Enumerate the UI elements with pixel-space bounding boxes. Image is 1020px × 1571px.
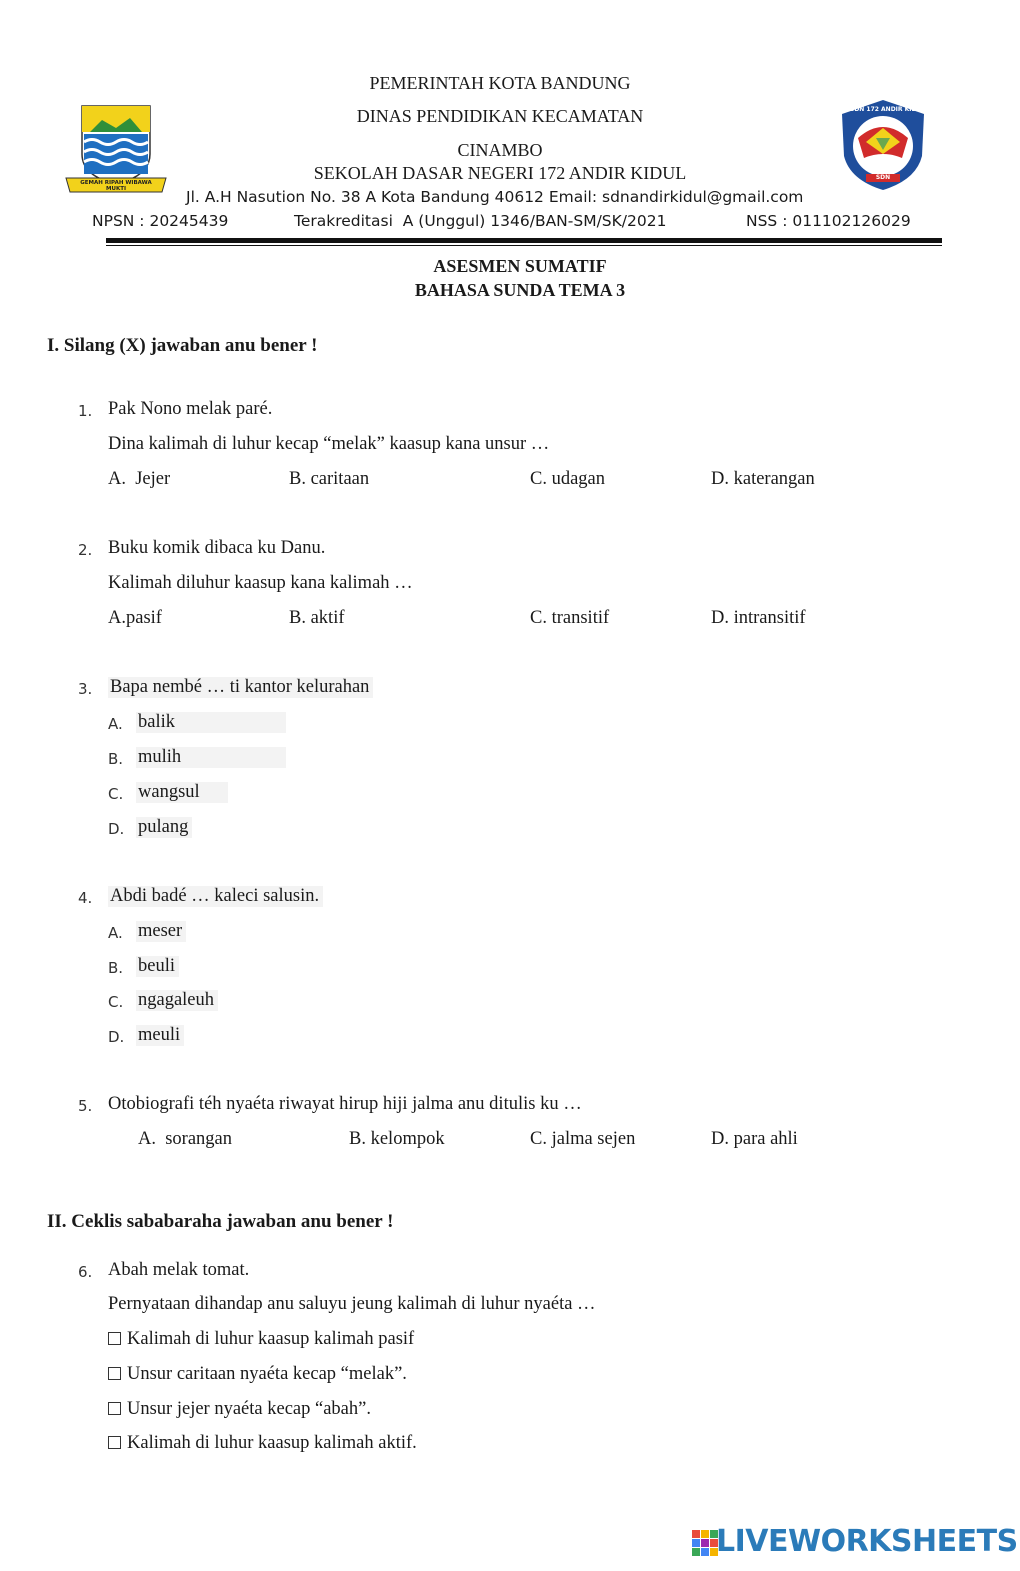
question-number: 6. bbox=[78, 1263, 93, 1281]
q1-option-d[interactable]: D. katerangan bbox=[711, 469, 815, 489]
q2-option-c[interactable]: C. transitif bbox=[530, 608, 610, 628]
question-3-text: Bapa nembé … ti kantor kelurahan bbox=[108, 677, 373, 698]
question-number: 5. bbox=[78, 1097, 93, 1115]
question-4-text: Abdi badé … kaleci salusin. bbox=[108, 886, 323, 907]
header-government: PEMERINTAH KOTA BANDUNG bbox=[369, 73, 631, 93]
question-5-text: Otobiografi téh nyaéta riwayat hirup hiji jalma anu ditulis ku … bbox=[108, 1094, 582, 1114]
section-1-heading: I. Silang (X) jawaban anu bener ! bbox=[47, 335, 318, 356]
q4-option-c[interactable]: ngagaleuh bbox=[136, 990, 218, 1011]
checkbox-icon[interactable] bbox=[108, 1436, 121, 1449]
option-letter: C. bbox=[108, 785, 124, 803]
option-letter: A. bbox=[108, 715, 123, 733]
header-npsn: NPSN : 20245439 bbox=[92, 212, 229, 230]
q3-option-d[interactable]: pulang bbox=[136, 817, 192, 838]
option-letter: C. bbox=[108, 993, 124, 1011]
question-1-text: Pak Nono melak paré. bbox=[108, 399, 273, 419]
q2-option-b[interactable]: B. aktif bbox=[289, 608, 345, 628]
crest-motto: GEMAH RIPAH WIBAWA MUKTI bbox=[80, 180, 152, 192]
question-number: 4. bbox=[78, 889, 93, 907]
checkbox-icon[interactable] bbox=[108, 1367, 121, 1380]
q6-checkbox-option-2[interactable] bbox=[108, 1364, 407, 1385]
emblem-banner-text: SDN bbox=[875, 174, 891, 181]
q3-option-a[interactable]: balik bbox=[136, 712, 286, 733]
header-divider-thin bbox=[106, 245, 942, 246]
q2-option-d[interactable]: D. intransitif bbox=[711, 608, 806, 628]
title-line-1: ASESMEN SUMATIF bbox=[433, 256, 607, 276]
q5-option-d[interactable]: D. para ahli bbox=[711, 1129, 798, 1149]
header-address: Jl. A.H Nasution No. 38 A Kota Bandung 40612 Email: sdnandirkidul@gmail.com bbox=[186, 188, 804, 206]
q6-checkbox-option-4[interactable] bbox=[108, 1433, 417, 1454]
q6-checkbox-option-3[interactable] bbox=[108, 1399, 371, 1420]
title-line-2: BAHASA SUNDA TEMA 3 bbox=[414, 280, 626, 300]
liveworksheets-logo-icon bbox=[692, 1530, 718, 1556]
q4-option-a[interactable]: meser bbox=[136, 921, 186, 942]
checkbox-icon[interactable] bbox=[108, 1332, 121, 1345]
q3-option-c[interactable]: wangsul bbox=[136, 782, 228, 803]
header-nss: NSS : 011102126029 bbox=[746, 212, 911, 230]
q6-option-1-label: Kalimah di luhur kaasup kalimah pasif bbox=[127, 1329, 415, 1349]
section-2-heading: II. Ceklis sababaraha jawaban anu bener ! bbox=[47, 1211, 394, 1232]
option-letter: B. bbox=[108, 750, 124, 768]
question-number: 3. bbox=[78, 680, 93, 698]
header-divider bbox=[106, 238, 942, 243]
q6-option-3-label: Unsur jejer nyaéta kecap “abah”. bbox=[127, 1399, 371, 1419]
q3-option-b[interactable]: mulih bbox=[136, 747, 286, 768]
q6-checkbox-option-1[interactable] bbox=[108, 1329, 414, 1350]
q5-option-a[interactable]: A. sorangan bbox=[138, 1129, 233, 1149]
q6-option-2-label: Unsur caritaan nyaéta kecap “melak”. bbox=[127, 1364, 407, 1384]
q1-option-c[interactable]: C. udagan bbox=[530, 469, 606, 489]
q1-option-b[interactable]: B. caritaan bbox=[289, 469, 370, 489]
q4-option-b[interactable]: beuli bbox=[136, 956, 179, 977]
q1-option-a[interactable]: A. Jejer bbox=[108, 469, 171, 489]
q5-option-b[interactable]: B. kelompok bbox=[349, 1129, 445, 1149]
header-district: CINAMBO bbox=[457, 140, 543, 160]
option-letter: B. bbox=[108, 959, 124, 977]
emblem-ring-text: SDN 172 ANDIR KIDUL BANDUNG bbox=[850, 106, 962, 113]
header-school-name: SEKOLAH DASAR NEGERI 172 ANDIR KIDUL bbox=[313, 163, 687, 183]
checkbox-icon[interactable] bbox=[108, 1402, 121, 1415]
header-accreditation: Terakreditasi A (Unggul) 1346/BAN-SM/SK/2021 bbox=[294, 212, 667, 230]
option-letter: A. bbox=[108, 924, 123, 942]
q6-option-4-label: Kalimah di luhur kaasup kalimah aktif. bbox=[127, 1433, 417, 1453]
liveworksheets-watermark: LIVEWORKSHEETS bbox=[716, 1524, 1018, 1559]
option-letter: D. bbox=[108, 820, 125, 838]
question-2-prompt: Kalimah diluhur kaasup kana kalimah … bbox=[108, 573, 413, 593]
question-number: 2. bbox=[78, 541, 93, 559]
header-department: DINAS PENDIDIKAN KECAMATAN bbox=[356, 106, 644, 126]
question-2-text: Buku komik dibaca ku Danu. bbox=[108, 538, 326, 558]
question-number: 1. bbox=[78, 402, 93, 420]
question-1-prompt: Dina kalimah di luhur kecap “melak” kaasup kana unsur … bbox=[108, 434, 550, 454]
question-6-text: Abah melak tomat. bbox=[108, 1260, 250, 1280]
q5-option-c[interactable]: C. jalma sejen bbox=[530, 1129, 636, 1149]
q4-option-d[interactable]: meuli bbox=[136, 1025, 184, 1046]
question-6-prompt: Pernyataan dihandap anu saluyu jeung kalimah di luhur nyaéta … bbox=[108, 1294, 596, 1314]
q2-option-a[interactable]: A.pasif bbox=[108, 608, 162, 628]
option-letter: D. bbox=[108, 1028, 125, 1046]
